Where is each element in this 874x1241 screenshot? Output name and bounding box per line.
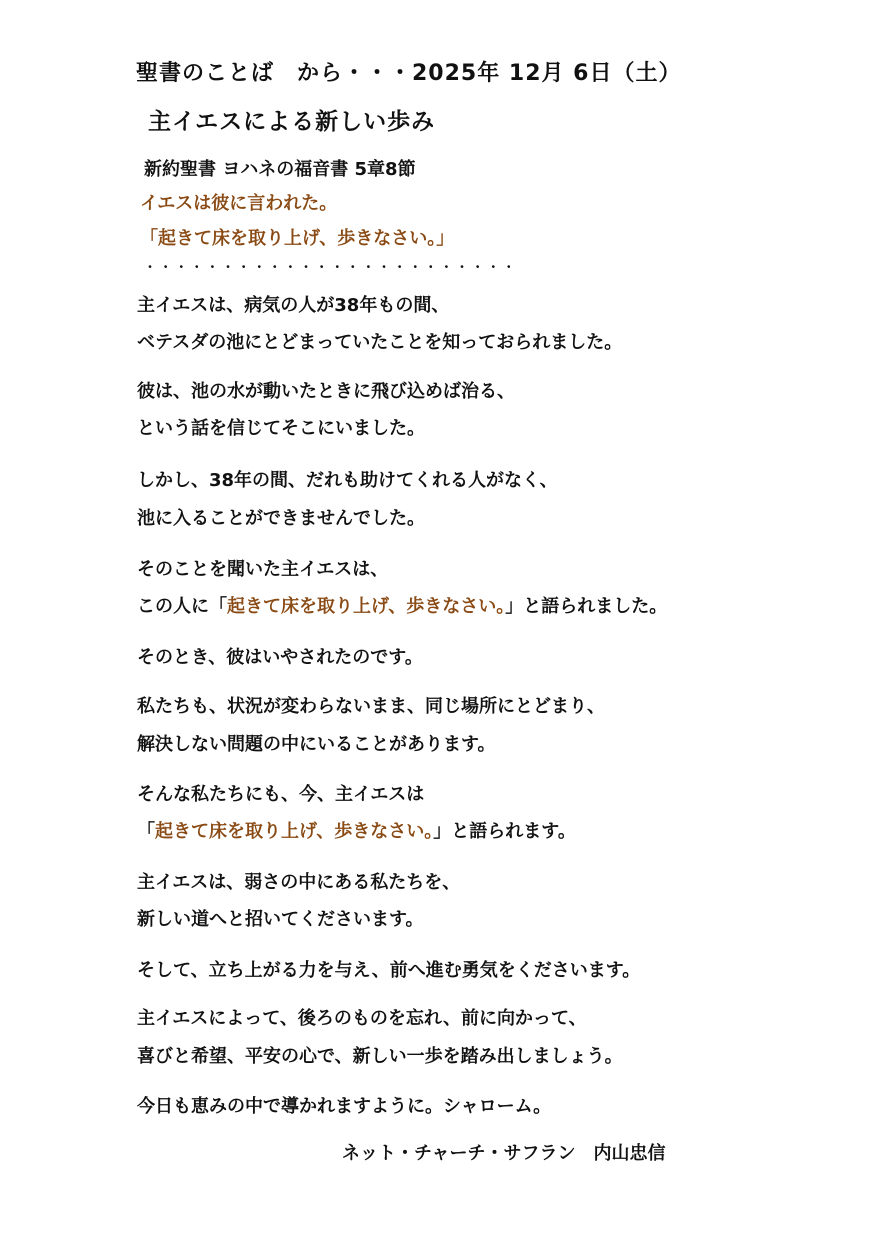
quoted-verse: 起きて床を取り上げ、歩きなさい。 [227,596,506,617]
body-line: 彼は、池の水が動いたときに飛び込めば治る、 [137,381,515,402]
body-line: 主イエスは、弱さの中にある私たちを、 [137,872,461,893]
body-line: 新しい道へと招いてくださいます。 [137,909,424,930]
body-line: そして、立ち上がる力を与え、前へ進む勇気をくださいます。 [137,960,641,981]
body-text: この人に「 [137,596,227,617]
scripture-verse-line-2: 「起きて床を取り上げ、歩きなさい。」 [140,228,455,249]
body-line: そのとき、彼はいやされたのです。 [137,647,423,668]
body-line: 私たちも、状況が変わらないまま、同じ場所にとどまり、 [137,696,605,717]
body-text: 」と語られました。 [505,596,668,617]
scripture-reference: 新約聖書 ヨハネの福音書 5章8節 [144,159,416,180]
quoted-verse: 起きて床を取り上げ、歩きなさい。 [155,821,434,842]
body-line: 解決しない問題の中にいることがあります。 [137,734,496,755]
scripture-verse-line-1: イエスは彼に言われた。 [140,193,338,214]
body-line: そんな私たちにも、今、主イエスは [137,784,425,805]
body-line: そのことを聞いた主イエスは、 [137,559,389,580]
date-header: 聖書のことば から・・・2025年 12月 6日（土） [136,61,682,86]
body-line: ベテスダの池にとどまっていたことを知っておられました。 [137,332,623,353]
body-text: 」と語られます。 [433,821,576,842]
body-line: 主イエスは、病気の人が38年もの間、 [137,295,450,316]
body-line: 池に入ることができませんでした。 [137,508,425,529]
body-line: しかし、38年の間、だれも助けてくれる人がなく、 [137,470,558,491]
body-line: 主イエスによって、後ろのものを忘れ、前に向かって、 [137,1008,587,1029]
body-line-with-quote [137,592,667,618]
body-line-with-quote [137,817,576,843]
page-title: 主イエスによる新しい歩み [148,109,436,135]
signature: ネット・チャーチ・サフラン 内山忠信 [342,1143,666,1164]
body-line: という話を信じてそこにいました。 [137,418,425,439]
body-line: 今日も恵みの中で導かれますように。シャローム。 [137,1096,552,1117]
body-line: 喜びと希望、平安の心で、新しい一歩を踏み出しましょう。 [137,1046,623,1067]
body-text: 「 [137,821,155,842]
dotted-separator: ・・・・・・・・・・・・・・・・・・・・・・・・ [144,260,519,274]
